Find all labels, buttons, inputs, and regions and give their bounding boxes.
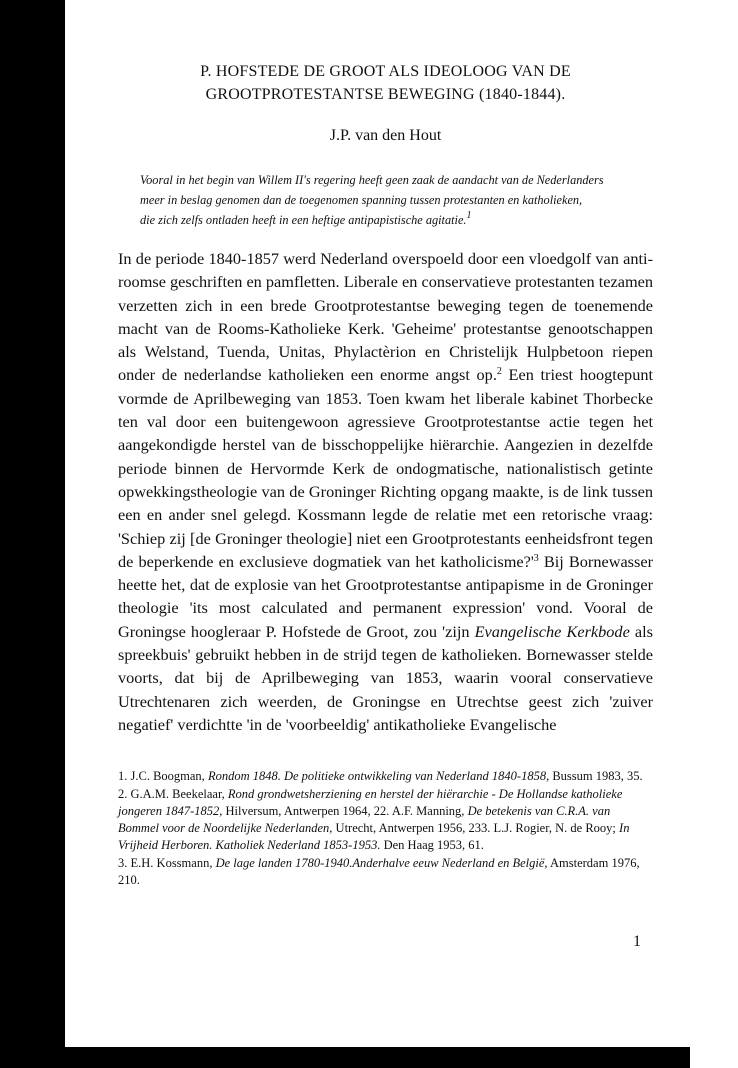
footnote-1 xyxy=(118,768,653,785)
footnote-text: Bussum 1983, 35. xyxy=(549,769,643,784)
title-line-1: P. HOFSTEDE DE GROOT ALS IDEOLOOG VAN DE xyxy=(200,63,571,80)
footnote-3 xyxy=(118,855,653,890)
body-text-part-2: Een triest hoogtepunt vormde de Aprilbeweging van 1853. Toen kwam het liberale kabinet Thorbecke ten val door een buitengewoon agressieve Grootprotestantse actie tegen het aangekondigde herstel van de bisschoppelijke hiërarchie. Aangezien in dezelfde periode binnen de Hervormde Kerk de ondogmatische, nationalistisch getinte opwekkingstheologie van de Groninger Richting opgang maakte, is de link tussen een en ander snel gelegd. Kossmann legde de relatie met een retorische vraag: 'Schiep zij [de Groninger theologie] niet een Grootprotestants eenheidsfront tegen de beperkende en exclusieve dogmatiek van het katholicisme?' xyxy=(118,365,653,571)
footnote-ref-3: 3 xyxy=(533,552,539,564)
footnote-text: 2. G.A.M. Beekelaar, xyxy=(118,786,228,801)
footnote-italic: De betekenis van C.R.A. van Bommel voor de Noordelijke Nederlanden, xyxy=(118,803,611,836)
document-page xyxy=(118,60,653,889)
footnotes xyxy=(118,768,653,889)
body-paragraph xyxy=(118,247,653,736)
body-text-part-3: Bij Bornewasser heette het, dat de explosie van het Grootprotestantse antipapisme in de Groninger theologie 'its most calculated and permanent expression' vond. Vooral de Groningse hoogleraar P. Hofstede de Groot, zou 'zijn xyxy=(118,551,653,641)
scan-left-border xyxy=(0,0,65,1068)
body-text-part-4: als spreekbuis' gebruikt hebben in de strijd tegen de katholieken. Bornewasser stelde voorts, dat bij de Aprilbeweging van 1853, waarin vooral conservatieve Utrechtenaren zich weerden, de Groningse en Utrechtse geest zich 'zuiver negatief' verdichtte 'in de 'voorbeeldig' antikatholieke Evangelische xyxy=(118,621,653,734)
body-text-part-1: In de periode 1840-1857 werd Nederland overspoeld door een vloedgolf van anti-roomse geschriften en pamfletten. Liberale en conservatieve protestanten tezamen verzetten zich in een brede Grootprotestantse beweging tegen de toenemende macht van de Rooms-Katholieke Kerk. 'Geheime' protestantse genootschappen als Welstand, Tuenda, Unitas, Phylactèrion en Christelijk Hulpbetoon riepen onder de nederlandse katholieken een enorme angst op. xyxy=(118,249,653,385)
footnote-italic: Rondom 1848. De politieke ontwikkeling van Nederland 1840-1858, xyxy=(207,769,550,784)
author-name: J.P. van den Hout xyxy=(329,127,442,144)
article-title xyxy=(118,60,653,106)
footnote-text: 1. J.C. Boogman, xyxy=(118,769,208,784)
abstract-quote xyxy=(140,170,640,230)
footnote-2 xyxy=(118,786,653,855)
abstract-line-text: die zich zelfs ontladen heeft in een heftige antipapistische agitatie. xyxy=(140,213,467,227)
abstract-line: Vooral in het begin van Willem II's regering heeft geen zaak de aandacht van de Nederlanders xyxy=(140,173,604,187)
abstract-line-last xyxy=(140,210,640,230)
scan-bottom-border xyxy=(65,1047,690,1068)
body-italic-title: Evangelische Kerkbode xyxy=(474,621,630,641)
footnote-text: Utrecht, Antwerpen 1956, 233. L.J. Rogier, N. de Rooy; xyxy=(332,821,620,836)
abstract-line: meer in beslag genomen dan de toegenomen spanning tussen protestanten en katholieken, xyxy=(140,193,583,207)
title-line-2: GROOTPROTESTANTSE BEWEGING (1840-1844). xyxy=(205,86,566,103)
footnote-text: 3. E.H. Kossmann, xyxy=(118,855,216,870)
footnote-ref-2: 2 xyxy=(496,366,502,378)
footnote-italic: In Vrijheid Herboren. Katholiek Nederland 1853-1953. xyxy=(118,821,630,853)
footnote-ref-1: 1 xyxy=(466,210,472,221)
page-number: 1 xyxy=(633,933,641,950)
footnote-text: Den Haag 1953, 61. xyxy=(380,838,484,853)
footnote-italic: Rond grondwetsherziening en herstel der hiërarchie - De Hollandse katholieke jongeren 1847-1852, xyxy=(118,786,623,818)
footnote-italic: De lage landen 1780-1940.Anderhalve eeuw Nederland en België, xyxy=(215,855,548,870)
footnote-text: Amsterdam 1976, 210. xyxy=(118,855,640,888)
footnote-text: Hilversum, Antwerpen 1964, 22. A.F. Manning, xyxy=(222,803,468,818)
